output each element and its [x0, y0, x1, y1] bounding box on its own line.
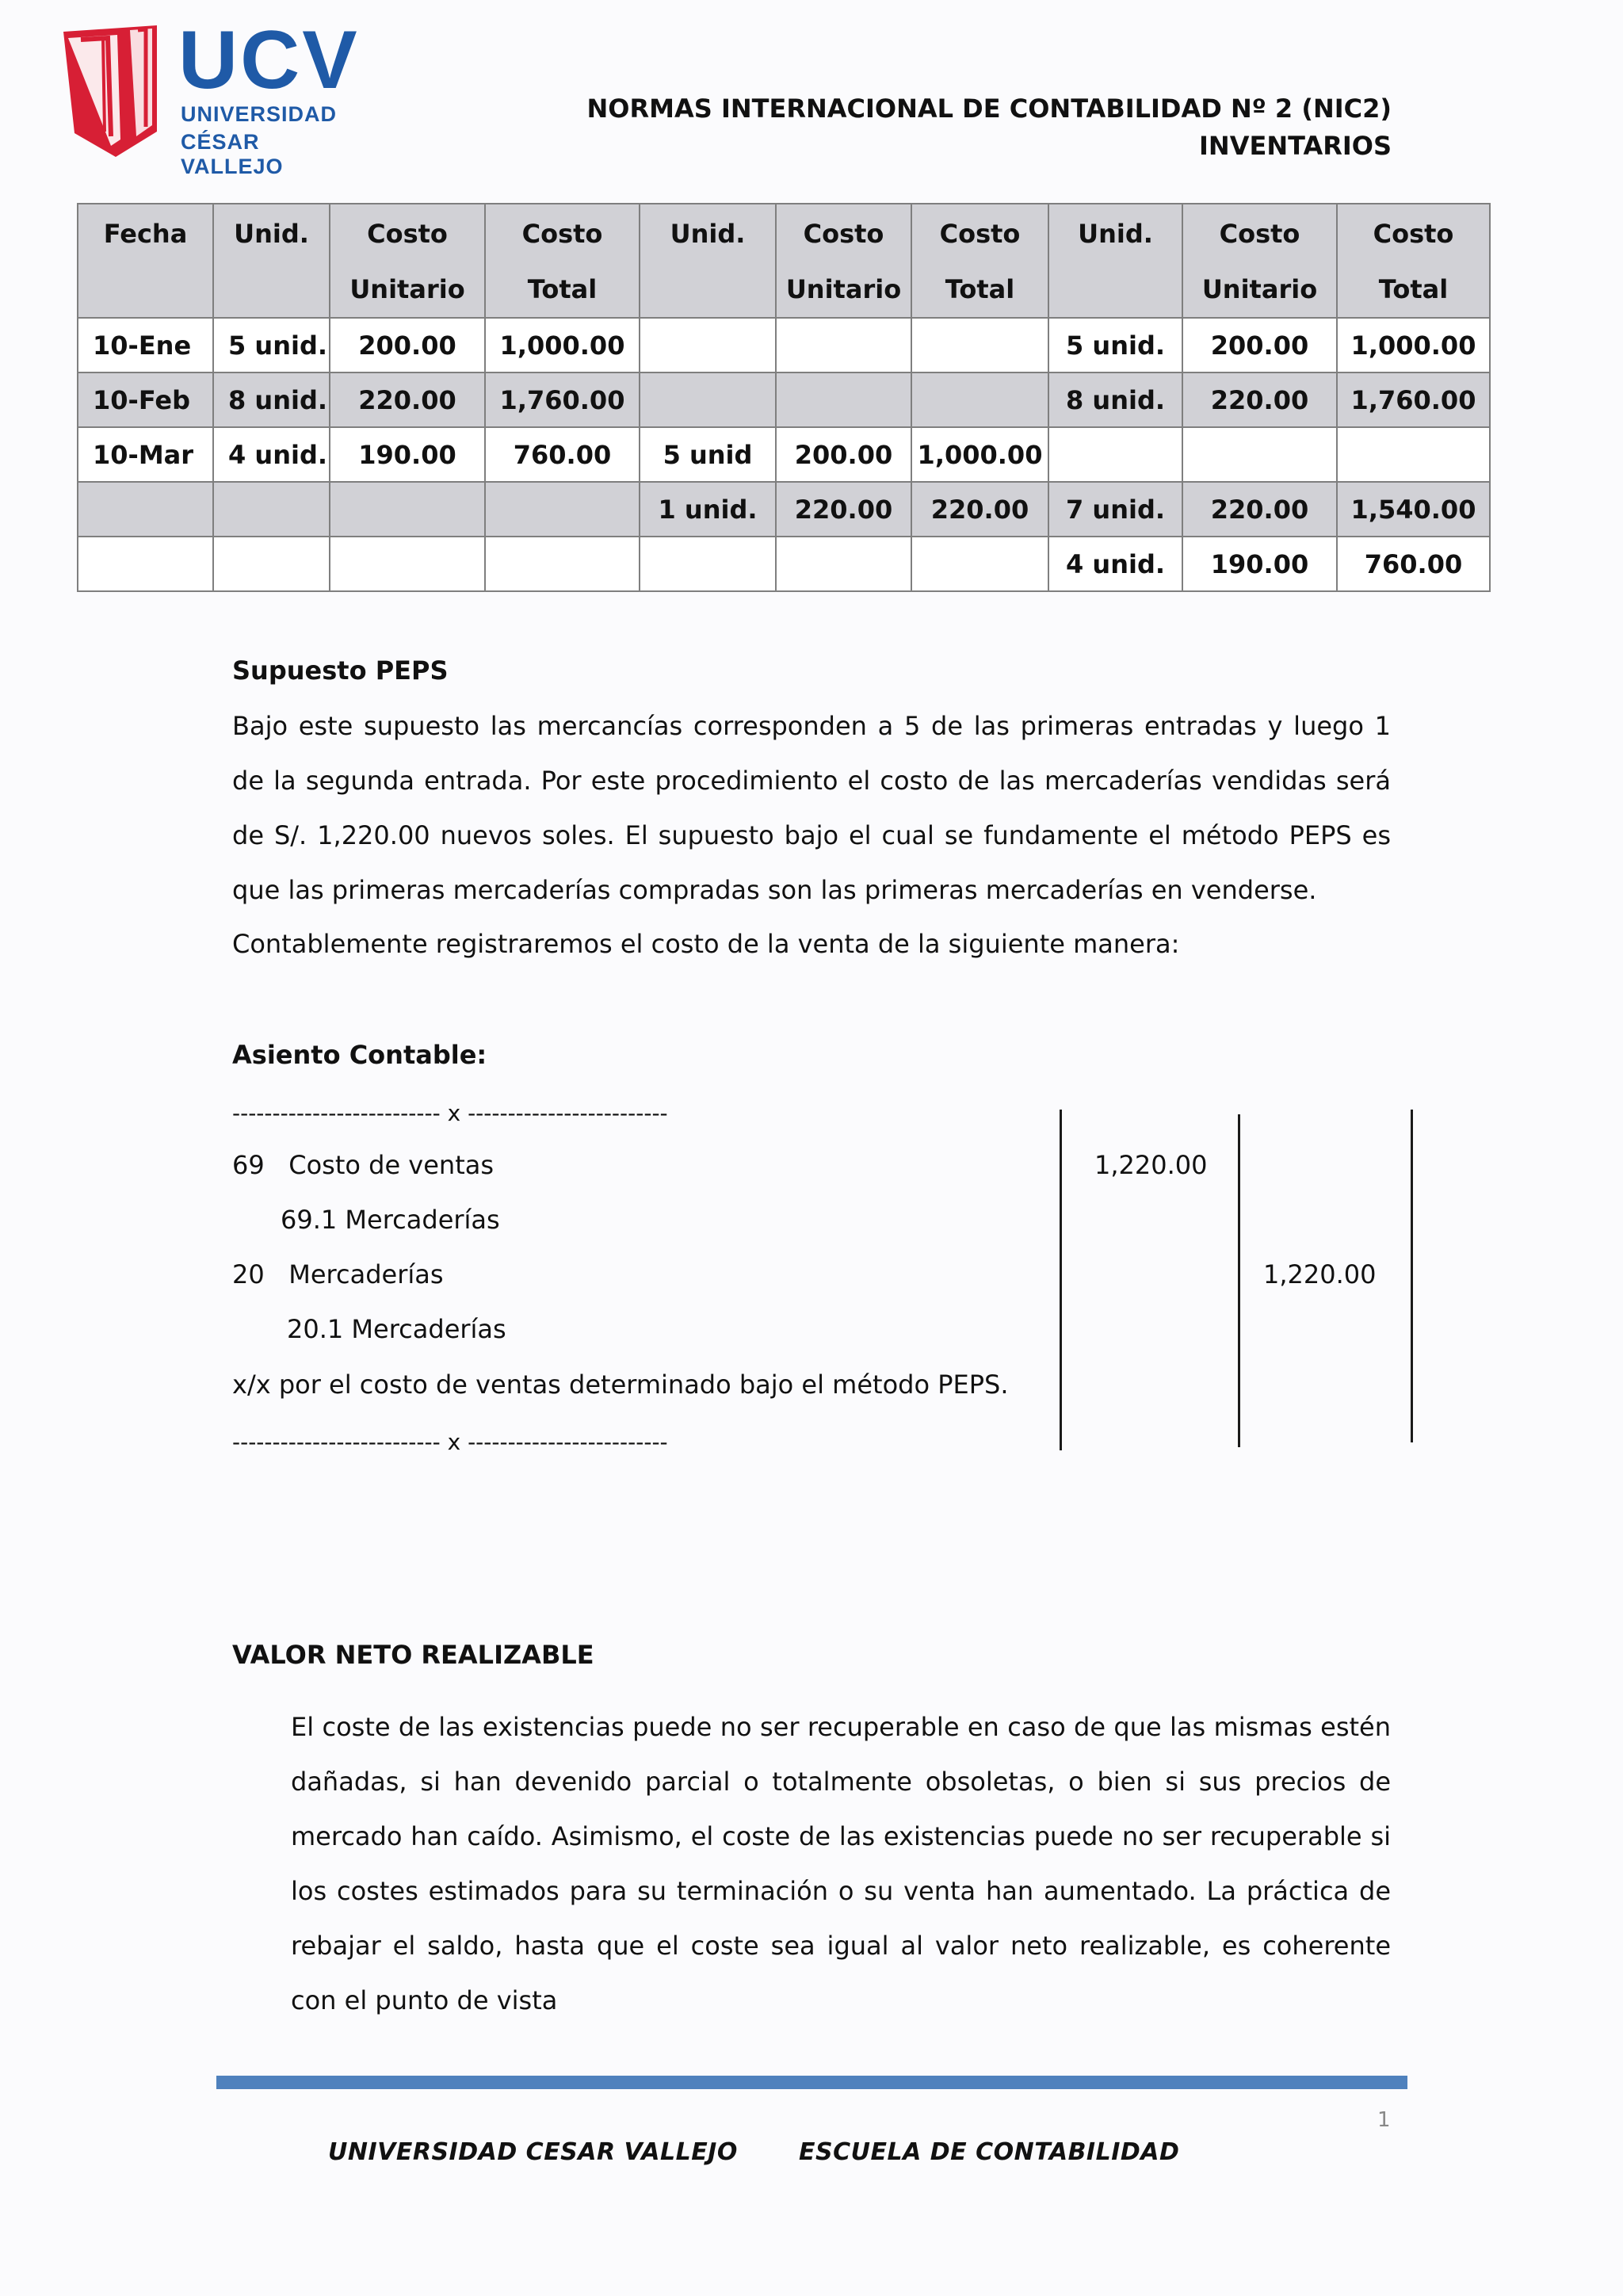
- table-cell: 1,000.00: [911, 427, 1048, 482]
- credit-account: 20 Mercaderías: [232, 1259, 444, 1289]
- debit-subaccount: 69.1 Mercaderías: [281, 1205, 500, 1235]
- header-cell: Costo Unitario: [776, 204, 911, 318]
- table-cell: 220.00: [776, 482, 911, 537]
- header-cell: Costo Total: [485, 204, 640, 318]
- table-cell: [330, 537, 485, 591]
- credit-amount: 1,220.00: [1263, 1259, 1377, 1289]
- table-cell: 1,540.00: [1337, 482, 1490, 537]
- table-cell: [213, 537, 330, 591]
- table-row: [78, 372, 1490, 427]
- entry-separator-top: -------------------------- x -------------------------: [232, 1100, 668, 1126]
- header-cell: Costo Total: [911, 204, 1048, 318]
- table-row: [78, 537, 1490, 591]
- table-row: [78, 318, 1490, 372]
- table-cell: 5 unid.: [213, 318, 330, 372]
- table-cell: [776, 537, 911, 591]
- table-cell: 1,760.00: [1337, 372, 1490, 427]
- header-cell: Unid.: [1048, 204, 1182, 318]
- table-cell: [776, 372, 911, 427]
- university-logo: [63, 14, 360, 178]
- vnr-heading: VALOR NETO REALIZABLE: [232, 1640, 594, 1670]
- table-cell: 200.00: [330, 318, 485, 372]
- table-cell: 10-Feb: [78, 372, 213, 427]
- debit-account: 69 Costo de ventas: [232, 1150, 495, 1180]
- table-cell: 220.00: [330, 372, 485, 427]
- table-cell: 4 unid.: [1048, 537, 1182, 591]
- table-cell: 8 unid.: [213, 372, 330, 427]
- peps-heading: Supuesto PEPS: [232, 655, 449, 686]
- entry-separator-bottom: -------------------------- x -------------------------: [232, 1429, 668, 1455]
- document-title: NORMAS INTERNACIONAL DE CONTABILIDAD Nº 2 (NIC2): [586, 94, 1392, 124]
- table-cell: 220.00: [911, 482, 1048, 537]
- inventory-table: [77, 203, 1491, 592]
- table-cell: 10-Mar: [78, 427, 213, 482]
- table-cell: 1,760.00: [485, 372, 640, 427]
- table-cell: 200.00: [776, 427, 911, 482]
- table-cell: [1182, 427, 1337, 482]
- table-cell: 760.00: [485, 427, 640, 482]
- peps-paragraph: Bajo este supuesto las mercancías corresponden a 5 de las primeras entradas y luego 1 de la segunda entrada. Por este procedimiento el costo de las mercaderías vendidas será de S/. 1,220.00 nuevos soles. El supuesto bajo el cual se fundamente el método PEPS es que las primeras mercaderías compradas son las primeras mercaderías en venderse.: [232, 711, 1391, 905]
- table-cell: 8 unid.: [1048, 372, 1182, 427]
- table-cell: [640, 318, 776, 372]
- table-cell: 1,000.00: [1337, 318, 1490, 372]
- header-cell: Costo Total: [1337, 204, 1490, 318]
- table-row: [78, 427, 1490, 482]
- table-cell: [640, 372, 776, 427]
- ledger-column-divider: [1060, 1110, 1062, 1450]
- table-cell: 1,000.00: [485, 318, 640, 372]
- table-cell: 190.00: [330, 427, 485, 482]
- peps-closing-line: Contablemente registraremos el costo de la venta de la siguiente manera:: [232, 929, 1180, 959]
- vnr-paragraph: El coste de las existencias puede no ser recuperable en caso de que las mismas estén dañadas, si han devenido parcial o totalmente obsoletas, o bien si sus precios de mercado han caído. Asimismo, el coste de las existencias puede no ser recuperable si los costes estimados para su terminación o su venta han aumentado. La práctica de rebajar el saldo, hasta que el coste sea igual al valor neto realizable, es coherente con el punto de vista: [291, 1712, 1391, 2015]
- table-cell: [330, 482, 485, 537]
- debit-amount: 1,220.00: [1094, 1150, 1208, 1180]
- table-cell: 5 unid.: [1048, 318, 1182, 372]
- table-cell: [78, 482, 213, 537]
- table-cell: 200.00: [1182, 318, 1337, 372]
- table-cell: [640, 537, 776, 591]
- table-cell: 760.00: [1337, 537, 1490, 591]
- table-cell: 190.00: [1182, 537, 1337, 591]
- header-cell: Costo Unitario: [330, 204, 485, 318]
- page-number: 1: [1377, 2108, 1391, 2132]
- header-cell: Unid.: [213, 204, 330, 318]
- footer-bar: [216, 2076, 1407, 2089]
- table-cell: 220.00: [1182, 482, 1337, 537]
- table-cell: [911, 372, 1048, 427]
- table-cell: [485, 482, 640, 537]
- footer-university: UNIVERSIDAD CESAR VALLEJO: [328, 2138, 738, 2166]
- table-cell: 220.00: [1182, 372, 1337, 427]
- table-cell: [911, 537, 1048, 591]
- table-row: [78, 482, 1490, 537]
- table-cell: [1048, 427, 1182, 482]
- entry-description: x/x por el costo de ventas determinado bajo el método PEPS.: [232, 1370, 1009, 1400]
- header-cell: Fecha: [78, 204, 213, 318]
- table-cell: 7 unid.: [1048, 482, 1182, 537]
- ledger-column-divider: [1238, 1114, 1240, 1447]
- table-cell: [78, 537, 213, 591]
- footer-school: ESCUELA DE CONTABILIDAD: [799, 2138, 1180, 2166]
- table-cell: 4 unid.: [213, 427, 330, 482]
- logo-line-universidad: UNIVERSIDAD: [181, 102, 338, 126]
- asiento-heading: Asiento Contable:: [232, 1040, 487, 1070]
- logo-line-cesar-vallejo: CÉSAR VALLEJO: [181, 130, 284, 178]
- ucv-shield-icon: [63, 21, 158, 159]
- credit-subaccount: 20.1 Mercaderías: [287, 1314, 506, 1344]
- table-cell: [1337, 427, 1490, 482]
- table-cell: [776, 318, 911, 372]
- table-cell: [213, 482, 330, 537]
- header-cell: Costo Unitario: [1182, 204, 1337, 318]
- header-cell: Unid.: [640, 204, 776, 318]
- table-cell: 5 unid: [640, 427, 776, 482]
- document-subtitle: INVENTARIOS: [1199, 131, 1392, 161]
- table-cell: [911, 318, 1048, 372]
- table-cell: 10-Ene: [78, 318, 213, 372]
- ledger-column-divider: [1411, 1110, 1413, 1442]
- table-cell: [485, 537, 640, 591]
- table-header-row: [78, 204, 1490, 318]
- logo-wordmark: UCV: [178, 14, 360, 106]
- table-cell: 1 unid.: [640, 482, 776, 537]
